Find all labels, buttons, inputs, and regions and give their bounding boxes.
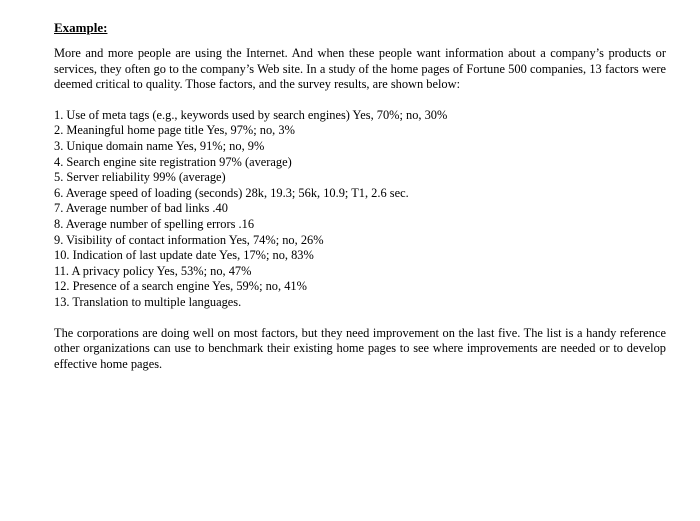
factor-item: 6. Average speed of loading (seconds) 28k, 19.3; 56k, 10.9; T1, 2.6 sec. [54, 185, 409, 200]
conclusion-paragraph: The corporations are doing well on most factors, but they need improvement on the last five. The list is a handy reference other organizations can use to benchmark their existing home pages to see where improvements are needed or to develop effective home pages. [54, 325, 666, 371]
factor-item: 13. Translation to multiple languages. [54, 294, 242, 309]
factor-item: 4. Search engine site registration 97% (average) [54, 154, 292, 169]
document-page [54, 20, 666, 372]
factor-item: 10. Indication of last update date Yes, 17%; no, 83% [54, 248, 314, 263]
example-heading: Example: [54, 20, 108, 35]
factor-item: 5. Server reliability 99% (average) [54, 170, 226, 185]
factor-item: 7. Average number of bad links .40 [54, 201, 228, 216]
factor-item: 11. A privacy policy Yes, 53%; no, 47% [54, 263, 252, 278]
factor-item: 9. Visibility of contact information Yes, 74%; no, 26% [54, 232, 324, 247]
factor-item: 2. Meaningful home page title Yes, 97%; no, 3% [54, 123, 295, 138]
intro-paragraph: More and more people are using the Internet. And when these people want information about a company’s products or services, they often go to the company’s Web site. In a study of the home pages of Fortune 500 companies, 13 factors were deemed critical to quality. Those factors, and the survey results, are shown below: [54, 46, 666, 92]
factor-item: 8. Average number of spelling errors .16 [54, 216, 255, 231]
factor-list [54, 108, 666, 311]
factor-item: 1. Use of meta tags (e.g., keywords used by search engines) Yes, 70%; no, 30% [54, 107, 448, 122]
factor-item: 3. Unique domain name Yes, 91%; no, 9% [54, 138, 265, 153]
factor-item: 12. Presence of a search engine Yes, 59%; no, 41% [54, 279, 307, 294]
